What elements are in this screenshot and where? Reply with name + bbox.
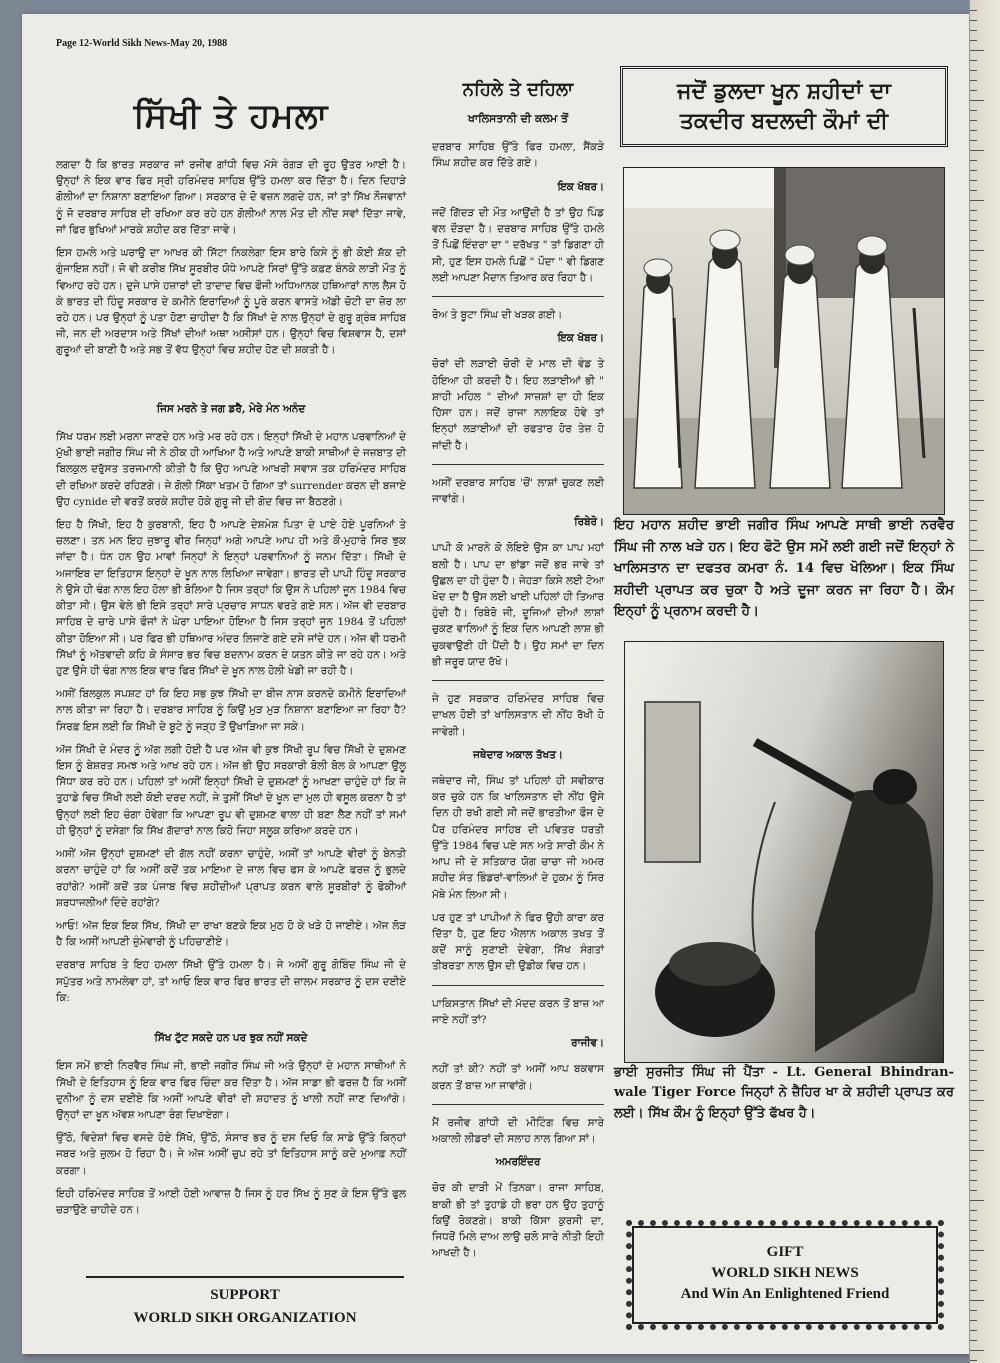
ruler-tick [970, 650, 984, 651]
ruler-tick [970, 1180, 977, 1181]
ruler-tick [970, 360, 977, 361]
editorial-paragraph: ਦਰਬਾਰ ਸਾਹਿਬ ਤੇ ਇਹ ਹਮਲਾ ਸਿੱਖੀ ਉੱਤੇ ਹਮਲਾ ਹੈ। ਜੇ ਅਸੀਂ ਗੁਰੂ ਗੋਬਿੰਦ ਸਿੰਘ ਜੀ ਦੇ ਸਪੁੱਤਰ ਅਤੇ ਨਾਮਲੇਵਾ ਹਾਂ, ਤਾਂ ਆਓ ਇਕ ਵਾਰ ਫਿਰ ਭਾਰਤ ਦੀ ਜ਼ਾਲਮ ਸਰਕਾਰ ਨੂੰ ਦਸ ਦਈਏ ਕਿ: [56, 959, 406, 1004]
ruler-tick [970, 1090, 977, 1091]
ruler-tick [970, 510, 977, 511]
support-line: SUPPORT [210, 1287, 280, 1303]
satire-source: ਜਥੇਦਾਰ ਅਕਾਲ ਤੱਖਤ। [473, 748, 563, 761]
ruler-tick [970, 920, 977, 921]
satire-item: ਪਾਪੀ ਕੋ ਮਾਰਨੇ ਕੋ ਲੋਇਏ ਉਸ ਕਾ ਪਾਪ ਮਹਾਂ ਬਲੀ ਹੈ। ਪਾਪ ਦਾ ਭਾਂਡਾ ਜਦੋਂ ਭਰ ਜਾਵੇ ਤਾਂ ਉਛਲ ਦਾ ਹੀ ਹੁੰਦਾ ਹੈ। ਜੇਹੜਾ ਕਿਸੇ ਲਈ ਟੋਆ ਖੋਦ ਦਾ ਹੈ ਉਸ ਲਈ ਖਾਈ ਪਹਿਲਾਂ ਹੀ ਤਿਆਰ ਹੁੰਦੀ ਹੈ। ਰਿਬੇਰੋ ਜੀ, ਦੂਜਿਆਂ ਦੀਆਂ ਲਾਸ਼ਾਂ ਚੁਕਣ ਵਾਲਿਆਂ ਨੂੰ ਇਕ ਦਿਨ ਆਪਣੀ ਲਾਸ਼ ਭੀ ਚੁਕਵਾਉਣੀ ਹੀ ਪੈਂਦੀ ਹੈ। ਉਹ ਸਮਾਂ ਦਾ ਦਿਨ ਭੀ ਜਰੂਰ ਯਾਦ ਰੱਖੋ। [432, 542, 604, 668]
ruler-tick [970, 1260, 977, 1261]
ruler-tick [970, 530, 977, 531]
ruler-tick [970, 90, 977, 91]
ruler-tick [970, 380, 977, 381]
ruler-tick [970, 840, 977, 841]
martyrs-headline-box [620, 66, 948, 147]
ruler-tick [970, 630, 977, 631]
satire-source: ਰਿਬੇਰੋ। [574, 516, 604, 529]
editorial-paragraph: ਇਹ ਹੈ ਸਿੱਖੀ, ਇਹ ਹੈ ਕੁਰਬਾਨੀ, ਇਹ ਹੈ ਆਪਣੇ ਦੇਸ਼ਮੇਸ਼ ਪਿਤਾ ਦੇ ਪਾਏ ਹੋਏ ਪੂਰਨਿਆਂ ਤੇ ਚਲਣਾ। ਤਨ ਮਨ ਇਹ ਜੁਝਾਰੂ ਵੀਰ ਜਿਨ੍ਹਾਂ ਅਗੇ ਆਪਣੇ ਆਪ ਹੀ ਅਤੇ ਕੌ-ਮੁਹਾਰੇ ਸਿਰ ਝੁਕ ਜਾਂਦਾ ਹੈ। ਧੰਨ ਹਨ ਉਹ ਮਾਵਾਂ ਜਿਨ੍ਹਾਂ ਨੇ ਇਨ੍ਹਾਂ ਪਰਵਾਨਿਆਂ ਨੂੰ ਜਨਮ ਦਿੱਤਾ। ਸਿੱਖੀ ਦੇ ਅਜਾਇਬ ਦਾ ਇਤਿਹਾਸ ਇਨ੍ਹਾਂ ਦੇ ਖੂਨ ਨਾਲ ਲਿਖਿਆ ਜਾਵੇਗਾ। ਭਾਰਤ ਦੀ ਪਾਪੀ ਹਿੰਦੂ ਸਰਕਾਰ ਨੇ ਉਸੇ ਹੀ ਢੰਗ ਨਾਲ ਇਹ ਹੋਲਾ ਭੀ ਬੋਲਿਆ ਹੈ ਜਿਸ ਤਰ੍ਹਾਂ ਕਿ ਉਸ ਨੇ ਪਹਿਲਾਂ ਜੂਨ 1984 ਵਿਚ ਕੀਤਾ ਸੀ। ਉਸ ਵੇਲੇ ਭੀ ਇਸੇ ਤਰ੍ਹਾਂ ਸਾਰੇ ਪ੍ਰਚਾਰ ਸਾਧਨ ਵਰਤੇ ਗਏ ਸਨ। ਅੱਜ ਵੀ ਦਰਬਾਰ ਸਾਹਿਬ ਦੇ ਚਾਰੇ ਪਾਸੇ ਫੌਜਾਂ ਨੇ ਘੇਰਾ ਪਾਇਆ ਹੋਇਆ ਹੈ ਜਿਸ ਤਰ੍ਹਾਂ ਜੂਨ 1984 ਤੋਂ ਪਹਿਲਾਂ ਕੀਤਾ ਹੋਇਆ ਸੀ। ਪਰ ਫਿਰ ਭੀ ਹਥਿਆਰ ਅੰਦਰ ਲਿਜਾਣੇ ਗਏ ਦਸੇ ਜਾਂਦੇ ਹਨ। ਅੱਜ ਵੀ ਧਰਮੀ ਸਿੱਖਾਂ ਨੂੰ ਅੱਤਵਾਦੀ ਕਹਿ ਕੇ ਸੰਸਾਰ ਭਰ ਵਿਚ ਬਦਨਾਮ ਕਰਨ ਦੇ ਯਤਨ ਕੀਤੇ ਜਾ ਰਹੇ ਹਨ। ਅਤੇ ਹੁਣ ਉਸੇ ਹੀ ਢੰਗ ਨਾਲ ਇਕ ਵਾਰ ਫਿਰ ਸਿੱਖਾਂ ਦੇ ਖੂਨ ਨਾਲ ਹੋਲੀ ਖੇਡੀ ਜਾ ਰਹੀ ਹੈ। [56, 518, 407, 677]
ruler-tick [970, 80, 977, 81]
ruler-tick [970, 620, 977, 621]
editorial-paragraph: ਇਸ ਹਮਲੇ ਅਤੇ ਘਰਾਉ ਦਾ ਆਖਰ ਕੀ ਸਿੱਟਾ ਨਿਕਲੇਗਾ ਇਸ ਬਾਰੇ ਕਿਸੇ ਨੂੰ ਭੀ ਕੋਈ ਸ਼ੱਕ ਦੀ ਗੁੰਜਾਇਸ਼ ਨਹੀਂ। ਜੋ ਵੀ ਕਰੀਬ ਸਿੱਖ ਸੂਰਬੀਰ ਯੋਧੇ ਆਪਣੇ ਸਿਰਾਂ ਉੱਤੇ ਕਫ਼ਣ ਬੰਨਕੇ ਲਾੜੀ ਮੌਤ ਨੂੰ ਵਿਆਹ ਰਹੇ ਹਨ। ਦੁਜੇ ਪਾਸੇ ਹਜ਼ਾਰਾਂ ਦੀ ਤਾਦਾਦ ਵਿਚ ਫੌਜੀ ਅਧਿਆਨਕ ਹਥਿਆਰਾਂ ਨਾਲ ਲੈਸ ਹੋ ਕੇ ਭਾਰਤ ਦੀ ਹਿੰਦੂ ਸਰਕਾਰ ਦੇ ਕਮੀਨੇ ਇਰਾਦਿਆਂ ਨੂੰ ਪੂਰੇ ਕਰਨ ਵਾਸਤੇ ਅੱਡੀ ਚੋਟੀ ਦਾ ਜ਼ੋਰ ਲਾ ਰਹੇ ਹਨ। ਪਰ ਉਨ੍ਹਾਂ ਨੂੰ ਪਤਾ ਹੋਣਾ ਚਾਹੀਦਾ ਹੈ ਕਿ ਸਿੱਖਾਂ ਦੇ ਨਾਲ ਉਨ੍ਹਾਂ ਦੇ ਗੁਰੂ ਗ੍ਰੰਥ ਸਾਹਿਬ ਜੀ, ਜਨ ਦੀ ਅਰਦਾਸ ਅਤੇ ਸਿੱਖਾਂ ਦੀਆਂ ਅਥਾ ਅਸੀਸਾਂ ਹਨ। ਉਨ੍ਹਾਂ ਵਿਚ ਵਿਸ਼ਵਾਸ ਹੈ, ਦਸਾਂ ਗੁਰੂਆਂ ਦੀ ਬਾਣੀ ਹੈ ਅਤੇ ਸਭ ਤੋਂ ਵੱਧ ਉਨ੍ਹਾਂ ਵਿਚ ਸ਼ਹੀਦ ਹੋਣ ਦੀ ਸ਼ਕਤੀ ਹੈ। [56, 247, 406, 357]
martyr-photo [624, 641, 944, 1063]
ruler-tick [970, 130, 977, 131]
martyrs-headline-line: ਤਕਦੀਰ ਬਦਲਦੀ ਕੌਮਾਂ ਦੀ [679, 108, 889, 134]
ruler-tick [970, 140, 977, 141]
ruler-tick [970, 1170, 977, 1171]
ruler-tick [970, 50, 984, 51]
editorial-paragraph: ਅੱਜ ਸਿੱਖੀ ਦੇ ਮੰਦਰ ਨੂੰ ਅੱਗ ਲਗੀ ਹੋਈ ਹੈ ਪਰ ਅੱਜ ਵੀ ਕੁਝ ਸਿੱਖੀ ਰੂਪ ਵਿਚ ਸਿੱਖੀ ਦੇ ਦੁਸ਼ਮਣ ਇਸ ਨੂੰ ਬੇਸ਼ਰਤ ਸਮਝ ਅਤੇ ਆਖ ਰਹੇ ਹਨ। ਅੱਜ ਭੀ ਉਹ ਸਰਕਾਰੀ ਬੋਲੀ ਬੋਲ ਕੇ ਆਪਣਾ ਉਲੂ ਸਿੱਧਾ ਕਰ ਰਹੇ ਹਨ। ਪਹਿਲਾਂ ਤਾਂ ਅਸੀਂ ਇਨ੍ਹਾਂ ਸਿੱਖੀ ਦੇ ਦੁਸ਼ਮਣਾਂ ਨੂੰ ਆਖਣਾ ਚਾਹੁੰਦੇ ਹਾਂ ਕਿ ਜੇ ਤੁਹਾਡੇ ਵਿਚ ਸਿੱਖੀ ਲਈ ਕੋਈ ਦਰਦ ਨਹੀਂ, ਜੇ ਤੁਸੀਂ ਸਿੱਖਾਂ ਦੇ ਖੂਨ ਦਾ ਮੁਲ ਹੀ ਵਸੂਲ ਕਰਨਾ ਹੈ ਤਾਂ ਉਨ੍ਹਾਂ ਲਈ ਇਹ ਚੰਗਾ ਹੋਵੇਗਾ ਕਿ ਆਪਣਾ ਰੂਪ ਵੀ ਦੁਸ਼ਮਣ ਵਾਲਾ ਹੀ ਬਣਾ ਲੈਣ ਨਹੀਂ ਤਾਂ ਸਮਾਂ ਹੀ ਉਨ੍ਹਾਂ ਨੂੰ ਦਸੇਗਾ ਕਿ ਸਿੱਖ ਗੱਦਾਰਾਂ ਨਾਲ ਕਿਹੋ ਜਿਹਾ ਸਲੂਕ ਕਰਿਆ ਕਰਦੇ ਹਨ। [56, 743, 406, 837]
satire-item: ਚੋਰ ਕੀ ਦਾੜੀ ਮੇਂ ਤਿਨਕਾ। ਰਾਜਾ ਸਾਹਿਬ, ਬਾਕੀ ਭੀ ਤਾਂ ਤੁਹਾਡੇ ਹੀ ਭਰਾ ਹਨ ਉਹ ਤੁਹਾਨੂੰ ਕਿਉਂ ਰੋਕਣਗੇ। ਬਾਕੀ ਕਿੱਸਾ ਕੁਰਸੀ ਦਾ, ਜਿਧਰੋਂ ਮਿਲੇ ਦਾਅ ਲਾਉ ਚਲੋ ਸਾਰੇ ਨੀਤੀ ਇਹੀ ਆਖਦੀ ਹੈ। [432, 1182, 604, 1260]
satire-source: ਇਕ ਖੱਬਰ। [557, 332, 604, 345]
divider [432, 464, 604, 465]
ruler-tick [970, 1100, 984, 1101]
ruler-tick [970, 880, 977, 881]
group-photo-caption: ਇਹ ਮਹਾਨ ਸ਼ਹੀਦ ਭਾਈ ਜਗੀਰ ਸਿੰਘ ਆਪਣੇ ਸਾਥੀ ਭਾਈ ਨਰਵੈਰ ਸਿੰਘ ਜੀ ਨਾਲ ਖੜੇ ਹਨ। ਇਹ ਫੋਟੋ ਉਸ ਸਮੇਂ ਲਈ ਗਈ ਜਦੋਂ ਇਨ੍ਹਾਂ ਨੇ ਖਾਲਿਸਤਾਨ ਦਾ ਦਫਤਰ ਕਮਰਾ ਨੰ. 14 ਵਿਚ ਖੋਲਿਆ। ਇਕ ਸਿੰਘ ਸ਼ਹੀਦੀ ਪ੍ਰਾਪਤ ਕਰ ਚੁਕਾ ਹੈ ਅਤੇ ਦੂਜਾ ਕਰਨ ਜਾ ਰਿਹਾ ਹੈ। ਕੌਮ ਇਨ੍ਹਾਂ ਨੂੰ ਪ੍ਰਨਾਮ ਕਰਦੀ ਹੈ। [614, 517, 954, 620]
ruler-tick [970, 710, 977, 711]
ruler-tick [970, 690, 977, 691]
ruler-tick [970, 300, 984, 301]
ruler-tick [970, 320, 977, 321]
ruler-strip [969, 0, 1000, 1363]
ruler-tick [970, 500, 984, 501]
ruler-tick [970, 1000, 984, 1001]
ruler-tick [970, 1120, 977, 1121]
satire-item: ਅਸੀਂ ਦਰਬਾਰ ਸਾਹਿਬ 'ਚੋਂ' ਲਾਸ਼ਾਂ ਚੁਕਣ ਲਈ ਜਾਵਾਂਗੇ। [432, 476, 604, 505]
ruler-tick [970, 1190, 977, 1191]
ruler-tick [970, 410, 977, 411]
ruler-tick [970, 190, 977, 191]
ruler-tick [970, 980, 977, 981]
group-photo [623, 167, 945, 515]
ruler-tick [970, 1020, 977, 1021]
editorial-subhead: ਸਿੱਖ ਟੁੱਟ ਸਕਦੇ ਹਨ ਪਰ ਝੁਕ ਨਹੀਂ ਸਕਦੇ [154, 1032, 308, 1045]
ruler-tick [970, 120, 977, 121]
ruler-tick [970, 850, 984, 851]
satire-source: ਰਾਜੀਵ। [571, 1037, 604, 1050]
ruler-tick [970, 760, 977, 761]
divider [432, 296, 604, 297]
ruler-tick [970, 420, 977, 421]
ruler-tick [970, 1360, 977, 1361]
divider [432, 1104, 604, 1105]
ruler-tick [970, 660, 977, 661]
gift-ad-line: WORLD SIKH NEWS [711, 1265, 859, 1281]
editorial-headline: ਸਿੱਖੀ ਤੇ ਹਮਲਾ [133, 96, 329, 136]
ruler-tick [970, 940, 977, 941]
ruler-tick [970, 900, 984, 901]
ruler-tick [970, 440, 977, 441]
martyr-photo-caption: ਭਾਈ ਸੁਰਜੀਤ ਸਿੰਘ ਜੀ ਪੈਂਤਾ - Lt. General Bhindran-wale Tiger Force ਜਿਨ੍ਹਾਂ ਨੇ ਜ਼ੈਹਿਰ ਖਾ ਕੇ ਸ਼ਹੀਦੀ ਪ੍ਰਾਪਤ ਕਰ ਲਈ। ਸਿੱਖ ਕੌਮ ਨੂੰ ਇਨ੍ਹਾਂ ਉੱਤੇ ਫੱਖਰ ਹੈ। [614, 1064, 954, 1122]
ruler-tick [970, 450, 984, 451]
ruler-tick [970, 40, 977, 41]
satire-item: ਜਦੋਂ ਗਿੱਦੜ ਦੀ ਮੌਤ ਆਉਂਦੀ ਹੈ ਤਾਂ ਉਹ ਪਿੰਡ ਵਲ ਦੌੜਦਾ ਹੈ। ਦਰਬਾਰ ਸਾਹਿਬ ਉੱਤੇ ਹਮਲੇ ਤੋਂ ਪਿਛੋਂ ਇੰਦਰਾ ਦਾ " ਦਰੱਖਤ " ਤਾਂ ਡਿਗਣਾ ਹੀ ਸੀ, ਹੁਣ ਇਸ ਹਮਲੇ ਪਿਛੋਂ " ਪੌਦਾ " ਵੀ ਡਿਗਣ ਲਈ ਆਪਣਾ ਮੈਦਾਨ ਤਿਆਰ ਕਰ ਰਿਹਾ ਹੈ। [432, 206, 604, 284]
ruler-tick [970, 250, 984, 251]
ruler-tick [970, 480, 977, 481]
ruler-tick [970, 1280, 977, 1281]
ruler-tick [970, 570, 977, 571]
ruler-tick [970, 1320, 977, 1321]
ruler-tick [970, 720, 977, 721]
editorial-paragraph: ਆਓ! ਅੱਜ ਇਕ ਇਕ ਸਿੱਖ, ਸਿੱਖੀ ਦਾ ਰਾਖਾ ਬਣਕੇ ਇਕ ਮੁਠ ਹੋ ਕੇ ਖੜੇ ਹੋ ਜਾਈਏ। ਅੱਜ ਲੋੜ ਹੈ ਕਿ ਅਸੀਂ ਆਪਣੀ ਜ਼ੁੰਮੇਵਾਰੀ ਨੂੰ ਪਹਿਚਾਣੀਏ। [56, 920, 406, 949]
ruler-tick [970, 70, 977, 71]
editorial-paragraph: ਲਗਦਾ ਹੈ ਕਿ ਭਾਰਤ ਸਰਕਾਰ ਜਾਂ ਰਜੀਵ ਗਾਂਧੀ ਵਿਚ ਮੱਸੇ ਰੰਗੜ ਦੀ ਰੂਹ ਉਤਰ ਆਈ ਹੈ। ਉਨ੍ਹਾਂ ਨੇ ਇਕ ਵਾਰ ਫਿਰ ਸ੍ਰੀ ਹਰਿਮੰਦਰ ਸਾਹਿਬ ਉੱਤੇ ਹਮਲਾ ਕਰ ਦਿੱਤਾ ਹੈ। ਦਿਨ ਦਿਹਾੜੇ ਗੋਲੀਆਂ ਦਾ ਨਿਸ਼ਾਨਾ ਬਣਾਇਆ ਗਿਆ। ਸਰਕਾਰ ਦੇ ਦੋ ਵਜ਼ਨ ਲਗਦੇ ਹਨ, ਜਾਂ ਤਾਂ ਸਿੱਖ ਨੌਜਵਾਨਾਂ ਨੂੰ ਜੋ ਦਰਬਾਰ ਸਾਹਿਬ ਦੀ ਰਖਿਆ ਕਰ ਰਹੇ ਹਨ ਗੋਲੀਆਂ ਨਾਲ ਮੌਤ ਦੀ ਨੀਂਦ ਸਵਾਂ ਦਿੱਤਾ ਜਾਵੇ, ਜਾਂ ਫਿਰ ਭੁਖਿਆਂ ਮਾਰਕੇ ਸ਼ਹੀਦ ਕਰ ਦਿੱਤਾ ਜਾਵੇ। [56, 159, 406, 236]
ruler-tick [970, 390, 977, 391]
editorial-paragraph: ਸਿੱਖ ਧਰਮ ਲਈ ਮਰਨਾ ਜਾਣਦੇ ਹਨ ਅਤੇ ਮਰ ਰਹੇ ਹਨ। ਇਨ੍ਹਾਂ ਸਿੱਖੀ ਦੇ ਮਹਾਨ ਪਰਵਾਨਿਆਂ ਦੇ ਮੁੱਖੀ ਭਾਈ ਜਗੀਰ ਸਿੰਘ ਜੀ ਨੇ ਠੀਕ ਹੀ ਆਖਿਆ ਹੈ ਅਤੇ ਆਪਣੇ ਬਾਕੀ ਸਾਥੀਆਂ ਦੇ ਜਜ਼ਬਾਤ ਦੀ ਬਿਲਕੁਲ ਦਰੁੱਸਤ ਤਰਜਮਾਨੀ ਕੀਤੀ ਹੈ ਕਿ ਉਹ ਆਪਣੇ ਆਖਰੀ ਸਵਾਸ ਤਕ ਹਰਿਮੰਦਰ ਸਾਹਿਬ ਦੀ ਰਖਿਆ ਕਰਦੇ ਰਹਿਣਗੇ। ਜੇ ਗੋਲੀ ਸਿੱਕਾ ਖਤਮ ਹੋ ਗਿਆ ਤਾਂ surrender ਕਰਨ ਦੀ ਬਜਾਏ ਉਹ cynide ਦੀ ਵਰਤੋਂ ਕਰਕੇ ਸ਼ਹੀਦ ਹੋਕੇ ਗੁਰੂ ਜੀ ਦੀ ਗੋਦ ਵਿਚ ਜਾ ਬੈਠਣਗੇ। [56, 430, 406, 508]
editorial-subhead: ਜਿਸ ਮਰਨੇ ਤੇ ਜਗ ਡਰੈ, ਮੇਰੇ ਮੰਨ ਅਨੰਦ [156, 402, 306, 415]
ruler-tick [970, 370, 977, 371]
ruler-tick [970, 1130, 977, 1131]
ruler-tick [970, 800, 984, 801]
ruler-tick [970, 230, 977, 231]
ruler-tick [970, 770, 977, 771]
ruler-tick [970, 330, 977, 331]
ruler-tick [970, 200, 984, 201]
editorial-paragraph: ਇਹੀ ਹਰਿਮੰਦਰ ਸਾਹਿਬ ਤੋਂ ਆਈ ਹੋਈ ਆਵਾਜ਼ ਹੈ ਜਿਸ ਨੂੰ ਹਰ ਸਿੱਖ ਨੂੰ ਸੁਣ ਕੇ ਇਸ ਉੱਤੇ ਫੁਲ ਚੜਾਉਣੇ ਚਾਹੀਦੇ ਹਨ। [56, 1187, 406, 1217]
ruler-tick [970, 20, 977, 21]
ruler-tick [970, 430, 977, 431]
ruler-tick [970, 930, 977, 931]
ruler-tick [970, 750, 984, 751]
satire-item: ਨਹੀਂ ਤਾਂ ਕੀ? ਨਹੀਂ ਤਾਂ ਅਸੀਂ ਆਪ ਬਕਵਾਸ ਕਰਨ ਤੋਂ ਬਾਜ਼ ਆ ਜਾਵਾਂਗੇ। [432, 1063, 604, 1092]
ruler-tick [970, 740, 977, 741]
ruler-tick [970, 100, 984, 101]
ruler-tick [970, 1290, 977, 1291]
ruler-tick [970, 1270, 977, 1271]
gift-ad-line: And Win An Enlightened Friend [680, 1286, 890, 1302]
satire-item: ਪਰ ਹੁਣ ਤਾਂ ਪਾਪੀਆਂ ਨੇ ਫਿਰ ਉਹੀ ਕਾਰਾ ਕਰ ਦਿੱਤਾ ਹੈ, ਹੁਣ ਇਹ ਐਲਾਨ ਅਕਾਲ ਤਖਤ ਤੋਂ ਕਦੋਂ ਸਾਨੂੰ ਸੁਣਾਈ ਦੇਵੇਗਾ, ਸਿੱਖ ਸੰਗਤਾਂ ਤੀਬਰਤਾ ਨਾਲ ਉਸ ਦੀ ਉਡੀਕ ਵਿਚ ਹਨ। [432, 911, 604, 973]
satire-headline: ਨਹਿਲੇ ਤੇ ਦਹਿਲਾ [462, 79, 574, 100]
ruler-tick [970, 1080, 977, 1081]
ruler-tick [970, 600, 984, 601]
martyrs-column [614, 58, 954, 1132]
ruler-tick [970, 830, 977, 831]
ruler-tick [970, 1040, 977, 1041]
ruler-tick [970, 220, 977, 221]
ruler-tick [970, 290, 977, 291]
ruler-tick [970, 970, 977, 971]
editorial-paragraph: ਅਸੀਂ ਬਿਲਕੁਲ ਸਪਸ਼ਟ ਹਾਂ ਕਿ ਇਹ ਸਭ ਕੁਝ ਸਿੱਖੀ ਦਾ ਬੀਜ ਨਾਸ ਕਰਨਦੇ ਕਮੀਨੇ ਇਰਾਦਿਆਂ ਨਾਲ ਕੀਤਾ ਜਾ ਰਿਹਾ ਹੈ। ਦਰਬਾਰ ਸਾਹਿਬ ਨੂੰ ਕਿਉਂ ਮੁੜ ਮੁੜ ਨਿਸ਼ਾਨਾ ਬਣਾਇਆ ਜਾ ਰਿਹਾ ਹੈ? ਸਿਰਫ਼ ਇਸ ਲਈ ਕਿ ਸਿੱਖੀ ਦੇ ਬੂਟੇ ਨੂੰ ਜੜ੍ਹ ਤੋਂ ਉਖਾੜਿਆ ਜਾ ਸਕੇ। [56, 688, 406, 733]
satire-source: ਅਮਰਇੰਦਰ [495, 1156, 541, 1169]
ruler-tick [970, 640, 977, 641]
ruler-tick [970, 560, 977, 561]
ruler-tick [970, 670, 977, 671]
ruler-tick [970, 1210, 977, 1211]
ruler-tick [970, 960, 977, 961]
ruler-tick [970, 1220, 977, 1221]
ruler-tick [970, 890, 977, 891]
ruler-tick [970, 1200, 984, 1201]
editorial-paragraph: ਉੱਠੋ, ਵਿਦੇਸ਼ਾਂ ਵਿਚ ਵਸਦੇ ਹੋਏ ਸਿੱਖੋ, ਉੱਠੋ, ਸੰਸਾਰ ਭਰ ਨੂੰ ਦਸ ਦਿਓ ਕਿ ਸਾਡੇ ਉੱਤੇ ਕਿਨ੍ਹਾਂ ਜਬਰ ਅਤੇ ਜ਼ੁਲਮ ਹੋ ਰਿਹਾ ਹੈ। ਜੇ ਅੱਜ ਅਸੀਂ ਚੁਪ ਰਹੇ ਤਾਂ ਇਤਿਹਾਸ ਸਾਨੂੰ ਕਦੇ ਮੁਆਫ਼ ਨਹੀਂ ਕਰਗਾ। [56, 1132, 406, 1177]
ruler-tick [970, 110, 977, 111]
satire-item: ਦਰਬਾਰ ਸਾਹਿਬ ਉੱਤੇ ਫਿਰ ਹਮਲਾ, ਸੈਂਕੜੇ ਸਿੰਘ ਸ਼ਹੀਦ ਕਰ ਦਿੱਤੇ ਗਏ। [432, 141, 604, 170]
martyr-photo-illustration [625, 642, 943, 1062]
gift-ad-line: GIFT [766, 1244, 804, 1260]
ruler-tick [970, 270, 977, 271]
ruler-tick [970, 590, 977, 591]
ruler-tick [970, 1030, 977, 1031]
ruler-tick [970, 520, 977, 521]
satire-item: ਜਥੇਦਾਰ ਜੀ, ਸਿੰਘ ਤਾਂ ਪਹਿਲਾਂ ਹੀ ਸਵੀਕਾਰ ਕਰ ਚੁਕੇ ਹਨ ਕਿ ਖਾਲਿਸਤਾਨ ਦੀ ਨੀਂਹ ਉਸੇ ਦਿਨ ਹੀ ਰਖੀ ਗਈ ਸੀ ਜਦੋਂ ਭਾਰਤੀਆ ਫੌਜ ਦੇ ਪੈਰ ਹਰਿਮੰਦਰ ਸਾਹਿਬ ਦੀ ਪਵਿਤਰ ਧਰਤੀ ਉੱਤੇ 1984 ਵਿਚ ਪਏ ਸਨ ਅਤੇ ਸਾਰੀ ਕੌਮ ਨੇ ਆਪ ਜੀ ਦੇ ਸਤਿਕਾਰ ਯੋਗ ਚਾਚਾ ਜੀ ਅਮਰ ਸ਼ਹੀਦ ਸੰਤ ਭਿੰਡਰਾਂ-ਵਾਲਿਆਂ ਦੇ ਹੁਕਮ ਨੂੰ ਸਿਰ ਮੱਥੇ ਮੰਨ ਲਿਆ ਸੀ। [432, 775, 604, 901]
ruler-tick [970, 910, 977, 911]
satire-source: ਇਕ ਖੱਬਰ। [557, 180, 604, 193]
ruler-tick [970, 210, 977, 211]
ruler-tick [970, 1050, 984, 1051]
ruler-tick [970, 1310, 977, 1311]
ruler-tick [970, 540, 977, 541]
ruler-tick [970, 260, 977, 261]
ruler-tick [970, 1330, 977, 1331]
ruler-tick [970, 1300, 984, 1301]
ruler-tick [970, 1230, 977, 1231]
ruler-tick [970, 170, 977, 171]
newspaper-page [22, 14, 970, 1354]
ruler-tick [970, 280, 977, 281]
support-banner [86, 1276, 404, 1331]
satire-item: ਪਾਕਿਸਤਾਨ ਸਿੱਖਾਂ ਦੀ ਮੱਦਦ ਕਰਨ ਤੋਂ ਬਾਜ਼ ਆ ਜਾਏ ਨਹੀਂ ਤਾਂ? [432, 997, 604, 1026]
ruler-tick [970, 1350, 984, 1351]
ruler-tick [970, 10, 977, 11]
ruler-tick [970, 1010, 977, 1011]
ruler-tick [970, 30, 977, 31]
ruler-tick [970, 340, 977, 341]
ruler-tick [970, 860, 977, 861]
ruler-tick [970, 1250, 984, 1251]
ruler-tick [970, 550, 984, 551]
ruler-tick [970, 790, 977, 791]
editorial-paragraph: ਅਸੀਂ ਅੱਜ ਉਨ੍ਹਾਂ ਦੁਸ਼ਮਣਾਂ ਦੀ ਗੱਲ ਨਹੀਂ ਕਰਨਾ ਚਾਹੁੰਦੇ, ਅਸੀਂ ਤਾਂ ਆਪਣੇ ਵੀਰਾਂ ਨੂੰ ਬੇਨਤੀ ਕਰਨਾ ਚਾਹੁੰਦੇ ਹਾਂ ਕਿ ਅਸੀਂ ਕਦੋਂ ਤਕ ਮਾਇਆ ਦੇ ਜਾਲ ਵਿਚ ਫਸ ਕੇ ਆਪਣੇ ਫਰਜ਼ ਨੂੰ ਭੁਲਦੇ ਰਹਾਂਗੇ? ਅਸੀਂ ਕਦੋਂ ਤਕ ਪੰਜਾਬ ਵਿਚ ਸ਼ਹੀਦੀਆਂ ਪ੍ਰਾਪਤ ਕਰਨ ਵਾਲੇ ਸੂਰਬੀਰਾਂ ਨੂੰ ਫੋਕੀਆਂ ਸ਼ਰਧਾਜਲੀਆਂ ਦਿੰਦੇ ਰਹਾਂਗੇ? [56, 848, 406, 909]
ruler-tick [970, 730, 977, 731]
ruler-tick [970, 470, 977, 471]
ruler-tick [970, 310, 977, 311]
ruler-tick [970, 400, 984, 401]
ruler-tick [970, 820, 977, 821]
ruler-tick [970, 1140, 977, 1141]
ruler-tick [970, 870, 977, 871]
ruler-tick [970, 350, 984, 351]
ruler-tick [970, 1150, 984, 1151]
gift-ad [632, 1226, 938, 1324]
ruler-tick [970, 950, 984, 951]
ruler-tick [970, 1060, 977, 1061]
ruler-tick [970, 1160, 977, 1161]
ruler-tick [970, 1110, 977, 1111]
ruler-tick [970, 1340, 977, 1341]
ruler-tick [970, 780, 977, 781]
ruler-tick [970, 460, 977, 461]
ruler-tick [970, 700, 984, 701]
ruler-tick [970, 180, 977, 181]
group-photo-illustration [624, 168, 944, 514]
ruler-tick [970, 60, 977, 61]
page-folio: Page 12-World Sikh News-May 20, 1988 [56, 38, 228, 49]
ruler-tick [970, 680, 977, 681]
satire-item: ਚੋਰਾਂ ਦੀ ਲੜਾਈ ਚੋਰੀ ਦੇ ਮਾਲ ਦੀ ਵੰਡ ਤੇ ਹੋਇਆ ਹੀ ਕਰਦੀ ਹੈ। ਇਹ ਲੜਾਈਆਂ ਭੀ " ਸ਼ਾਹੀ ਮਹਿਲ " ਦੀਆਂ ਸਾਜ਼ਸ਼ਾਂ ਦਾ ਹੀ ਇਕ ਹਿੱਸਾ ਹਨ। ਜਦੋਂ ਰਾਜਾ ਨਲਾਇਕ ਹੋਵੇ ਤਾਂ ਇਨ੍ਹਾਂ ਲੜਾਈਆਂ ਦੀ ਰਫਤਾਰ ਹੋਰ ਤੇਜ਼ ਹੋ ਜਾਂਦੀ ਹੈ। [432, 358, 604, 452]
support-line: WORLD SIKH ORGANIZATION [133, 1310, 357, 1327]
ruler-tick [970, 1240, 977, 1241]
ruler-tick [970, 150, 984, 151]
ruler-tick [970, 580, 977, 581]
satire-column [432, 76, 604, 1268]
ruler-tick [970, 160, 977, 161]
satire-item: ਰੋਅ ਤੇ ਬੂਟਾ ਸਿੰਘ ਦੀ ਖੜਕ ਗਈ। [432, 308, 563, 321]
editorial-column [56, 84, 406, 1225]
ruler-tick [970, 490, 977, 491]
satire-item: ਜੇ ਹੁਣ ਸਰਕਾਰ ਹਰਿਮੰਦਰ ਸਾਹਿਬ ਵਿਚ ਦਾਖਲ ਹੋਈ ਤਾਂ ਖਾਲਿਸਤਾਨ ਦੀ ਨੀਂਹ ਰੱਖੀ ਹੋ ਜਾਵੇਗੀ। [432, 693, 604, 738]
editorial-paragraph: ਇਸ ਸਮੇਂ ਭਾਈ ਨਿਰਵੈਰ ਸਿੰਘ ਜੀ, ਭਾਈ ਜਗੀਰ ਸਿੰਘ ਜੀ ਅਤੇ ਉਨ੍ਹਾਂ ਦੇ ਮਹਾਨ ਸਾਥੀਆਂ ਨੇ ਸਿੱਖੀ ਦੇ ਇਤਿਹਾਸ ਨੂੰ ਇਕ ਵਾਰ ਫਿਰ ਚਿੰਦਾ ਕਰ ਦਿੱਤਾ ਹੈ। ਅੱਜ ਸਾਡਾ ਭੀ ਫਰਜ਼ ਹੈ ਕਿ ਅਸੀਂ ਦੁਨੀਆ ਨੂੰ ਦਸ ਦਈਏ ਕਿ ਅਸੀਂ ਆਪਣੇ ਵੀਰਾਂ ਦੀ ਸ਼ਹਾਦਤ ਨੂੰ ਖਾਲੀ ਨਹੀਂ ਜਾਣ ਦਿਆਂਗੇ। ਉਨ੍ਹਾਂ ਦਾ ਖੂਨ ਅੱਵਸ਼ ਆਪਣਾ ਰੰਗ ਦਿਖਾਏਗਾ। [56, 1060, 406, 1121]
satire-item: ਮੈਂ ਰਜੀਵ ਗਾਂਧੀ ਦੀ ਮੀਟਿੰਗ ਵਿਚ ਸਾਰੇ ਅਕਾਲੀ ਲੀਡਰਾਂ ਦੀ ਸਲਾਹ ਨਾਲ ਗਿਆ ਸਾਂ। [432, 1116, 604, 1145]
ruler-tick [970, 990, 977, 991]
divider [432, 985, 604, 986]
divider [432, 680, 604, 681]
martyrs-headline-line: ਜਦੋਂ ਡੁਲਦਾ ਖੂਨ ਸ਼ਹੀਦਾਂ ਦਾ [677, 79, 891, 104]
ruler-tick [970, 1070, 977, 1071]
ruler-tick [970, 610, 977, 611]
ruler-tick [970, 240, 977, 241]
satire-byline: ਖਾਲਿਸਤਾਨੀ ਦੀ ਕਲਮ ਤੋਂ [467, 112, 569, 126]
ruler-tick [970, 810, 977, 811]
